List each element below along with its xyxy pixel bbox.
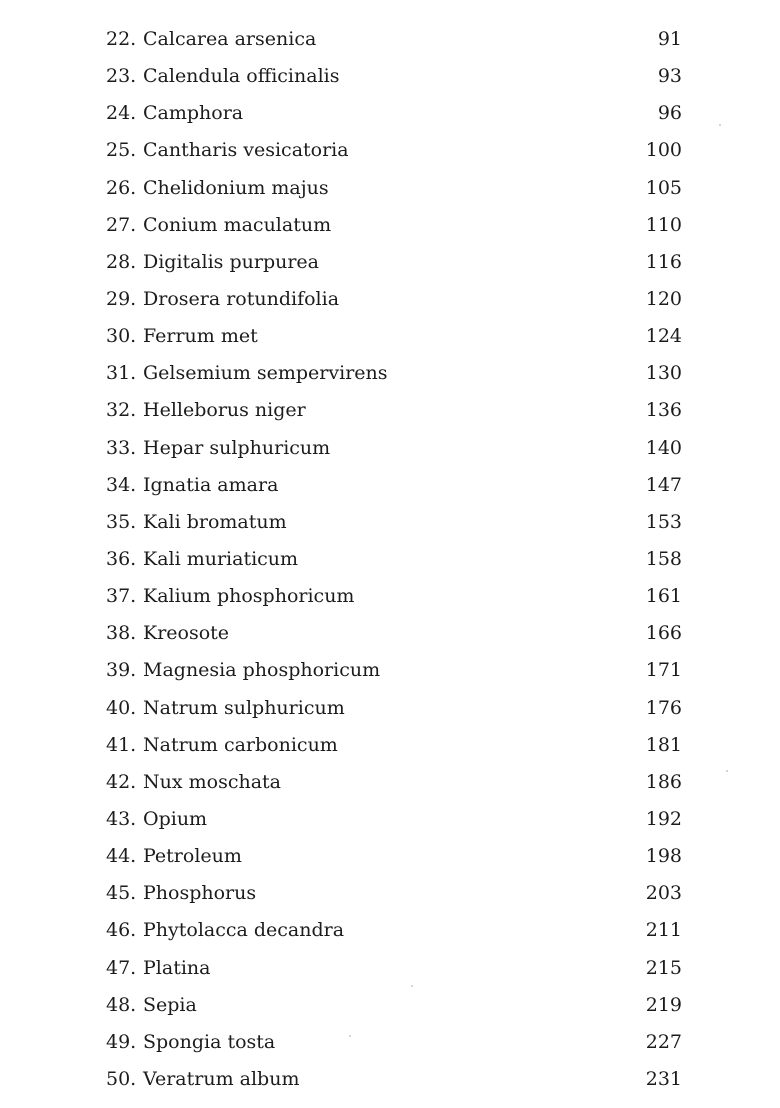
toc-entry-number: 31.: [106, 362, 137, 385]
toc-entry-page: 91: [657, 28, 682, 50]
toc-entry-title: Nux moschata: [143, 770, 281, 793]
toc-entry: [0, 764, 780, 801]
toc-entry-number: 43.: [106, 807, 137, 830]
toc-entry-number: 35.: [106, 510, 137, 533]
toc-entry-page: 96: [657, 102, 682, 125]
toc-entry-title: Gelsemium sempervirens: [143, 362, 388, 385]
toc-entry: [0, 615, 780, 652]
paper-speck: [349, 1035, 351, 1037]
toc-entry-page: 181: [645, 733, 682, 756]
toc-entry-number: 41.: [106, 733, 137, 756]
toc-entry-number: 32.: [106, 399, 137, 422]
toc-entry-title: Ferrum met: [143, 325, 258, 348]
paper-speck: [411, 985, 413, 987]
toc-entry-title: Petroleum: [143, 845, 242, 868]
paper-speck: [719, 124, 721, 126]
toc-entry-page: 166: [645, 622, 682, 645]
toc-entry-page: 105: [645, 176, 682, 199]
toc-entry-page: 136: [645, 399, 682, 422]
toc-entry-page: 203: [645, 882, 682, 905]
toc-entry-number: 50.: [106, 1067, 137, 1090]
toc-entry: [0, 430, 780, 467]
toc-entry-title: Phosphorus: [143, 882, 257, 905]
toc-entry: [0, 690, 780, 727]
toc-entry-number: 23.: [106, 65, 137, 88]
toc-entry-page: 161: [645, 585, 682, 608]
toc-entry: [0, 170, 780, 207]
toc-entry-title: Ignatia amara: [143, 473, 279, 496]
toc-entry: [0, 132, 780, 169]
toc-entry-page: 215: [645, 956, 682, 979]
toc-entry-number: 38.: [106, 622, 137, 645]
toc-entry-page: 227: [645, 1030, 682, 1053]
toc-entry-page: 219: [645, 993, 682, 1016]
toc-entry-title: Drosera rotundifolia: [143, 287, 340, 310]
toc-entry: [0, 652, 780, 689]
toc-entry: [0, 541, 780, 578]
toc-entry-title: Magnesia phosphoricum: [143, 659, 381, 682]
toc-entry-title: Kali bromatum: [143, 510, 287, 533]
toc-entry-number: 33.: [106, 436, 137, 459]
toc-entry-page: 211: [645, 919, 682, 942]
toc-entry-number: 39.: [106, 659, 137, 682]
toc-entry-number: 25.: [106, 139, 137, 162]
toc-entry-page: 124: [645, 325, 682, 348]
toc-entry-page: 186: [645, 770, 682, 793]
toc-entry-number: 49.: [106, 1030, 137, 1053]
toc-entry-number: 42.: [106, 770, 137, 793]
toc-entry-title: Kalium phosphoricum: [143, 585, 355, 608]
toc-entry-title: Digitalis purpurea: [143, 250, 319, 273]
toc-entry: [0, 1061, 780, 1098]
toc-entry-page: 100: [645, 139, 682, 162]
toc-entry-number: 48.: [106, 993, 137, 1016]
paper-speck: [726, 770, 728, 772]
toc-entry-title: Sepia: [143, 993, 197, 1016]
toc-entry-number: 30.: [106, 325, 137, 348]
toc-entry: [0, 950, 780, 987]
toc-entry-title: Calendula officinalis: [143, 65, 340, 88]
toc-entry-page: 158: [645, 547, 682, 570]
toc-entry-number: 24.: [106, 102, 137, 125]
toc-entry-page: 198: [645, 845, 682, 868]
toc-entry-number: 37.: [106, 585, 137, 608]
toc-entry-title: Spongia tosta: [143, 1030, 276, 1053]
toc-entry-number: 36.: [106, 547, 137, 570]
toc-entry-title: Phytolacca decandra: [143, 919, 345, 942]
toc-entry-page: 120: [645, 287, 682, 310]
toc-entry-number: 27.: [106, 213, 137, 236]
toc-entry-number: 28.: [106, 250, 137, 273]
toc-entry-page: 130: [645, 362, 682, 385]
toc-entry-title: Camphora: [143, 102, 244, 125]
toc-entry-page: 140: [645, 436, 682, 459]
toc-entry: [0, 727, 780, 764]
toc-entry: [0, 467, 780, 504]
toc-entry: [0, 318, 780, 355]
toc-entry-page: 116: [645, 250, 682, 273]
toc-entry-number: 29.: [106, 287, 137, 310]
toc-entry: [0, 801, 780, 838]
toc-entry-title: Calcarea arsenica: [143, 28, 317, 50]
toc-entry-title: Kreosote: [143, 622, 230, 645]
toc-entry-page: 171: [645, 659, 682, 682]
toc-entry-number: 47.: [106, 956, 137, 979]
toc-entry-title: Helleborus niger: [143, 399, 306, 422]
toc-entry: [0, 207, 780, 244]
toc-entry-page: 153: [645, 510, 682, 533]
toc-entry: [0, 392, 780, 429]
toc-entry-page: 147: [645, 473, 682, 496]
toc-entry: [0, 578, 780, 615]
toc-entry: [0, 21, 780, 58]
toc-entry-number: 46.: [106, 919, 137, 942]
toc-entry-page: 192: [645, 807, 682, 830]
toc-entry-title: Cantharis vesicatoria: [143, 139, 349, 162]
toc-entry-number: 45.: [106, 882, 137, 905]
toc-entry: [0, 281, 780, 318]
toc-entry-page: 231: [645, 1067, 682, 1090]
toc-entry-title: Hepar sulphuricum: [143, 436, 331, 459]
toc-entry-title: Conium maculatum: [143, 213, 332, 236]
toc-entry-title: Natrum carbonicum: [143, 733, 338, 756]
toc-entry: [0, 987, 780, 1024]
toc-entry: [0, 1024, 780, 1061]
toc-entry: [0, 244, 780, 281]
toc-entry: [0, 355, 780, 392]
table-of-contents: [0, 21, 780, 1098]
toc-entry-title: Chelidonium majus: [143, 176, 329, 199]
toc-entry: [0, 875, 780, 912]
toc-entry-page: 176: [645, 696, 682, 719]
toc-entry-title: Opium: [143, 807, 208, 830]
toc-entry-title: Platina: [143, 956, 211, 979]
toc-entry-number: 34.: [106, 473, 137, 496]
toc-entry: [0, 95, 780, 132]
toc-entry-page: 110: [645, 213, 682, 236]
toc-entry-number: 40.: [106, 696, 137, 719]
toc-entry-number: 26.: [106, 176, 137, 199]
toc-entry-number: 44.: [106, 845, 137, 868]
toc-entry: [0, 58, 780, 95]
toc-entry: [0, 838, 780, 875]
toc-entry-title: Kali muriaticum: [143, 547, 299, 570]
toc-entry-title: Natrum sulphuricum: [143, 696, 345, 719]
toc-entry: [0, 912, 780, 949]
toc-entry-title: Veratrum album: [143, 1067, 300, 1090]
toc-entry: [0, 504, 780, 541]
toc-entry-page: 93: [657, 65, 682, 88]
toc-entry-number: 22.: [106, 28, 137, 50]
